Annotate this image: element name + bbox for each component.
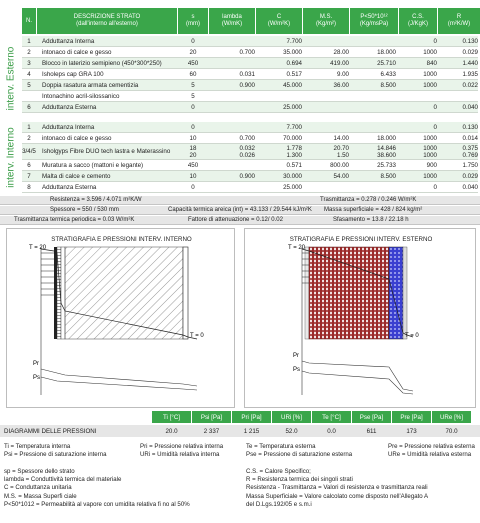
external-cell-c: 45.000 — [283, 81, 302, 89]
legend-line: M.S. = Massa Superfi ciale — [4, 492, 77, 500]
left-temperature-ticks — [41, 253, 54, 295]
internal-cell-s-part: 20 — [189, 151, 197, 159]
legend-line: C = Conduttanza unitaria — [4, 484, 72, 492]
header-thickness — [178, 8, 208, 34]
external-cell-c: 0.517 — [286, 70, 302, 78]
internal-cell-ms — [303, 182, 349, 192]
surface-mass-value: Massa superficiale = 428 / 824 kg/m² — [324, 207, 423, 213]
header-mass-label: M.S. — [319, 14, 333, 21]
pressure-value-cell: 52.0 — [285, 427, 298, 435]
right-brick-layer — [309, 247, 389, 339]
header-mass — [303, 8, 349, 34]
external-cell-r — [438, 91, 478, 101]
internal-cell-cs: 0 — [433, 123, 437, 131]
internal-cell-c-part: 1.300 — [286, 151, 302, 159]
internal-layer-row — [22, 171, 478, 182]
header-mass-unit: (Kg/m²) — [316, 21, 336, 27]
internal-cell-l — [209, 182, 255, 192]
external-cell-n: 4 — [27, 70, 31, 78]
internal-cell-n: 6 — [27, 161, 31, 169]
external-cell-s: 5 — [191, 92, 195, 100]
external-layer-row — [22, 69, 478, 80]
internal-cell-p — [350, 122, 396, 132]
internal-cell-d: Malta di calce e cemento — [42, 172, 111, 180]
pressure-value-cell: 20.0 — [165, 427, 178, 435]
internal-layer-row — [22, 160, 478, 171]
pressure-value-cell: 1 215 — [243, 427, 260, 435]
diagram-external-svg — [245, 239, 477, 409]
legend-line: lambda = Conduttività termica del materiale — [4, 476, 122, 484]
legend-line: Psi = Pressione di saturazione interna — [4, 451, 107, 459]
legend-line: URe = Umidità relativa esterna — [388, 451, 472, 459]
external-cell-r: 0.029 — [462, 48, 478, 56]
pressure-header-cell: Pri [Pa] — [232, 411, 271, 423]
pressure-value-cell: 2 337 — [203, 427, 220, 435]
legend-line: C.S. = Calore Specifico; — [246, 467, 311, 475]
internal-cell-l — [209, 122, 255, 132]
external-cell-cs: 1000 — [423, 70, 437, 78]
external-cell-n: 6 — [27, 103, 31, 111]
internal-cell-cs: 900 — [426, 161, 437, 169]
header-n-label: N. — [26, 17, 32, 24]
internal-layer-row — [22, 133, 478, 144]
internal-cell-ms: 14.00 — [333, 134, 349, 142]
left-masonry-layer — [65, 247, 183, 339]
external-cell-n: 5 — [27, 81, 31, 89]
header-permeability — [350, 8, 398, 34]
external-cell-l: 0.900 — [239, 81, 255, 89]
external-cell-l — [209, 58, 255, 68]
header-specific-heat — [399, 8, 437, 34]
external-cell-n: 1 — [27, 37, 31, 45]
internal-cell-r: 0.029 — [462, 172, 478, 180]
internal-cell-s: 10 — [189, 172, 197, 180]
internal-cell-d: Adduttanza Interna — [42, 123, 95, 131]
external-cell-d: intonaco di calce e gesso — [42, 48, 112, 56]
header-lambda-unit: (W/mK) — [221, 21, 243, 27]
legend-col-2 — [140, 443, 223, 460]
internal-cell-p: 18.000 — [377, 134, 396, 142]
internal-cell-c-part: 1.778 — [286, 144, 302, 152]
legend-line: Ti = Temperatura interna — [4, 443, 71, 450]
external-cell-s: 60 — [189, 70, 197, 78]
internal-cell-p-part: 38.600 — [377, 151, 396, 159]
left-t0-label: T = 0 — [190, 333, 204, 339]
internal-cell-c: 0.571 — [286, 161, 302, 169]
external-cell-s: 0 — [191, 37, 195, 45]
internal-cell-s: 0 — [191, 123, 195, 131]
legend-line: P<50*1012 = Permeabilità al vapore con umidita relativa fi no al 50% — [4, 501, 190, 509]
internal-cell-cs: 0 — [433, 183, 437, 191]
legend-line: Pri = Pressione relativa interna — [140, 443, 224, 450]
external-cell-d: Adduttanza Interna — [42, 37, 95, 45]
legend-line: Pre = Pressione relativa esterna — [388, 443, 475, 450]
external-cell-l — [209, 36, 255, 46]
header-permeability-label: P<50*10¹² — [360, 14, 388, 21]
external-cell-c: 7.700 — [286, 37, 302, 45]
internal-cell-s-part: 18 — [189, 144, 197, 152]
external-cell-ms — [303, 36, 349, 46]
header-conductance — [256, 8, 302, 34]
header-resistance — [438, 8, 480, 34]
internal-cell-p — [350, 182, 396, 192]
external-cell-cs: 1000 — [423, 81, 437, 89]
external-cell-cs — [399, 91, 437, 101]
external-cell-p: 25.710 — [377, 59, 396, 67]
internal-cell-r-part: 0.375 — [462, 144, 478, 152]
external-cell-l: 0.700 — [239, 48, 255, 56]
header-resistance-label: R — [456, 14, 462, 21]
internal-cell-c: 70.000 — [283, 134, 302, 142]
right-pr-label: Pr — [293, 353, 299, 359]
pressure-value-cell: 173 — [406, 427, 417, 435]
thermal-capacity-value: Capacità termica areica (int) = 43.133 / 29.544 kJ/m²K — [168, 207, 312, 213]
header-resistance-unit: (m²K/W) — [447, 21, 471, 27]
internal-cell-ms — [303, 122, 349, 132]
external-cell-r: 0.040 — [462, 103, 478, 111]
internal-cell-l-part: 0.026 — [239, 151, 255, 159]
legend-line: sp = Spessore dello strato — [4, 467, 75, 475]
external-cell-s: 0 — [191, 103, 195, 111]
header-n — [22, 8, 36, 34]
legend-line — [4, 460, 190, 468]
internal-cell-l — [209, 144, 255, 159]
legend-line: del D.Lgs.192/05 e s.m.i — [246, 501, 312, 509]
pressure-header-cell: Psi [Pa] — [192, 411, 231, 423]
header-lambda — [209, 8, 255, 34]
internal-cell-r-part: 0.769 — [462, 151, 478, 159]
external-cell-n — [22, 91, 36, 101]
pressure-value-cell: 0.0 — [327, 427, 336, 435]
internal-cell-r: 0.040 — [462, 183, 478, 191]
internal-cell-s — [178, 144, 208, 159]
external-section-text: interv. Esterno — [5, 46, 17, 110]
internal-cell-p: 25.733 — [377, 161, 396, 169]
pressure-header-cell: Ti [°C] — [152, 411, 191, 423]
external-layer-row — [22, 80, 478, 91]
left-board-layer — [61, 247, 65, 339]
pressure-header-cell: Pse [Pa] — [352, 411, 391, 423]
resistance-value: Resistenza = 3.596 / 4.071 m²K/W — [50, 197, 142, 203]
internal-cell-c: 30.000 — [283, 172, 302, 180]
internal-cell-s: 0 — [191, 183, 195, 191]
external-cell-d: Intonachino acril-silossanico — [42, 92, 120, 100]
summary-row-1 — [0, 196, 480, 205]
pressure-value-cell: 70.0 — [445, 427, 458, 435]
pressure-row — [0, 425, 480, 437]
right-ps-line — [302, 371, 413, 394]
legend-line — [246, 460, 428, 468]
header-conductance-unit: (W/m²K) — [267, 21, 291, 27]
external-cell-cs: 840 — [426, 59, 437, 67]
internal-cell-l-part: 0.032 — [239, 144, 255, 152]
external-cell-c — [256, 91, 302, 101]
header-description-label: DESCRIZIONE STRATO — [73, 14, 141, 21]
internal-cell-cs — [399, 144, 437, 159]
internal-cell-p — [350, 144, 396, 159]
external-cell-c: 0.694 — [286, 59, 302, 67]
external-cell-p: 6.433 — [380, 70, 396, 78]
header-permeability-unit: (Kg/msPa) — [359, 21, 389, 27]
pressure-header-cell: Pre [Pa] — [392, 411, 431, 423]
internal-cell-d: Adduttanza Esterna — [42, 183, 97, 191]
internal-cell-r: 0.130 — [462, 123, 478, 131]
left-t20-label: T = 20 — [29, 245, 47, 251]
internal-cell-n: 1 — [27, 123, 31, 131]
internal-cell-p: 8.500 — [380, 172, 396, 180]
left-mortar-layer — [183, 247, 188, 339]
diagram-internal-svg — [7, 239, 236, 409]
pressure-header-cell: URe [%] — [432, 411, 471, 423]
diagram-external — [244, 228, 476, 408]
internal-cell-ms — [303, 144, 349, 159]
external-cell-p — [350, 91, 396, 101]
external-cell-ms: 419.00 — [330, 59, 349, 67]
external-cell-ms: 36.00 — [333, 81, 349, 89]
pressure-value-cell: 611 — [366, 427, 377, 435]
internal-cell-c — [256, 144, 302, 159]
external-cell-p — [350, 36, 396, 46]
internal-cell-l: 0.900 — [239, 172, 255, 180]
external-cell-d: Blocco in laterizio semipieno (450*300*250) — [42, 59, 162, 67]
diagram-external-title: STRATIGRAFIA E PRESSIONI INTERV. ESTERNO — [289, 235, 433, 243]
external-cell-cs: 1000 — [423, 48, 437, 56]
header-conductance-label: C — [276, 14, 282, 21]
diagram-internal — [6, 228, 235, 408]
external-cell-ms: 28.00 — [333, 48, 349, 56]
external-cell-c: 25.000 — [283, 103, 302, 111]
header-description — [37, 8, 177, 34]
internal-section-label — [0, 121, 22, 193]
external-cell-r: 1.440 — [462, 59, 478, 67]
legend-line: Massa Superficiale = Valore calcolato come disposto nell'Allegato A — [246, 492, 429, 500]
summary-row-3 — [0, 216, 480, 225]
right-render-layer — [403, 247, 407, 339]
right-plaster-layer — [305, 247, 309, 339]
legend-line: Pse = Pressione di saturazione esterna — [246, 451, 353, 459]
internal-cell-cs-part: 1000 — [423, 151, 437, 159]
internal-cell-s: 10 — [189, 134, 197, 142]
external-cell-s: 20 — [189, 48, 197, 56]
legend-line: R = Resistenza termica dei singoli strati — [246, 476, 353, 484]
external-layer-row — [22, 36, 478, 47]
internal-cell-r — [438, 144, 478, 159]
internal-cell-l: 0.700 — [239, 134, 255, 142]
external-cell-n: 2 — [27, 48, 31, 56]
pressure-row-label: DIAGRAMMI DELLE PRESSIONI — [4, 427, 97, 435]
legend-line: Resistenza - Trasmittanza = Valori di resistenza e trasmittanza reali — [246, 484, 428, 492]
header-specific-heat-label: C.S. — [412, 14, 424, 21]
summary-row-2 — [0, 206, 480, 215]
external-layer-row — [22, 47, 478, 58]
internal-cell-ms: 54.00 — [333, 172, 349, 180]
external-cell-n: 3 — [27, 59, 31, 67]
external-cell-s: 450 — [187, 59, 199, 67]
thickness-value: Spessore = 550 / 530 mm — [50, 207, 119, 213]
header-thickness-label: s — [191, 14, 195, 21]
transmittance-value: Trasmittanza = 0.278 / 0.246 W/m²K — [320, 197, 417, 203]
external-cell-cs: 0 — [433, 103, 437, 111]
internal-cell-n: 3/4/5 — [22, 148, 36, 155]
legend-line: URi = Umidità relativa interna — [140, 451, 220, 459]
header-lambda-label: lambda — [222, 14, 242, 21]
legend-line: Te = Temperatura esterna — [246, 443, 316, 450]
legend-col-4 — [388, 443, 475, 460]
internal-cell-cs: 1000 — [423, 172, 437, 180]
internal-cell-d: Muratura a sacco (mattoni e legante) — [42, 161, 144, 169]
internal-cell-ms-part: 1.50 — [336, 151, 349, 159]
header-description-sub: (dall'interno all'esterno) — [76, 21, 138, 27]
header-thickness-unit: (mm) — [186, 21, 200, 27]
pressure-header-cell: Te [°C] — [312, 411, 351, 423]
internal-cell-cs-part: 1000 — [423, 144, 437, 152]
external-cell-r: 1.935 — [462, 70, 478, 78]
internal-cell-d: Isholgyps Fibre DUO tech lastra e Materassino — [42, 148, 171, 155]
internal-cell-d: intonaco di calce e gesso — [42, 134, 112, 142]
external-cell-l — [209, 91, 255, 101]
external-layer-row — [22, 102, 478, 113]
internal-cell-n: 7 — [27, 172, 31, 180]
external-cell-p: 18.000 — [377, 48, 396, 56]
pressure-header-cell: URi [%] — [272, 411, 311, 423]
internal-cell-ms: 800.00 — [330, 161, 349, 169]
phase-shift-value: Sfasamento = 13.8 / 22.18 h — [333, 217, 409, 223]
left-plaster-layer — [54, 247, 57, 339]
internal-cell-c: 25.000 — [283, 183, 302, 191]
internal-cell-ms-part: 20.70 — [333, 144, 349, 152]
internal-cell-p-part: 14.846 — [377, 144, 396, 152]
left-pr-label: Pr — [33, 361, 39, 367]
internal-cell-r: 1.750 — [462, 161, 478, 169]
internal-cell-cs: 1000 — [423, 134, 437, 142]
periodic-transmittance-value: Trasmittanza termica periodica = 0.03 W/m²K — [14, 217, 135, 223]
external-cell-ms — [303, 102, 349, 112]
internal-layer-row — [22, 144, 478, 160]
external-cell-r: 0.022 — [462, 81, 478, 89]
right-t20-label: T = 20 — [288, 245, 306, 251]
external-cell-ms — [303, 91, 349, 101]
external-cell-cs: 0 — [433, 37, 437, 45]
internal-cell-c: 7.700 — [286, 123, 302, 131]
internal-cell-s: 450 — [187, 161, 199, 169]
internal-cell-l — [209, 160, 255, 170]
internal-cell-n: 8 — [27, 183, 31, 191]
attenuation-value: Fattore di attenuazione = 0.12/ 0.02 — [188, 217, 283, 223]
external-cell-r: 0.130 — [462, 37, 478, 45]
external-cell-d: Isholeps cap GRA 100 — [42, 70, 104, 78]
internal-cell-n: 2 — [27, 134, 31, 142]
external-cell-p — [350, 102, 396, 112]
external-cell-p: 8.500 — [380, 81, 396, 89]
external-cell-d: Adduttanza Esterna — [42, 103, 97, 111]
external-cell-l — [209, 102, 255, 112]
external-section-label — [0, 36, 22, 120]
external-cell-d: Doppia rasatura armata cementizia — [42, 81, 139, 89]
left-pr-line — [41, 369, 197, 386]
external-cell-l: 0.031 — [239, 70, 255, 78]
internal-layer-row — [22, 122, 478, 133]
external-cell-c: 35.000 — [283, 48, 302, 56]
right-t0-label: T = 0 — [405, 333, 419, 339]
internal-layer-row — [22, 182, 478, 193]
external-cell-ms: 9.00 — [336, 70, 349, 78]
left-ps-label: Ps — [33, 375, 41, 381]
internal-section-text: interv. Interno — [5, 126, 17, 188]
external-cell-s: 5 — [191, 81, 195, 89]
external-layer-row — [22, 91, 478, 102]
right-ps-label: Ps — [293, 367, 301, 373]
diagram-internal-title: STRATIGRAFIA E PRESSIONI INTERV. INTERNO — [51, 235, 192, 243]
external-layer-row — [22, 58, 478, 69]
internal-cell-r: 0.014 — [462, 134, 478, 142]
header-specific-heat-unit: (J/KgK) — [407, 21, 428, 27]
